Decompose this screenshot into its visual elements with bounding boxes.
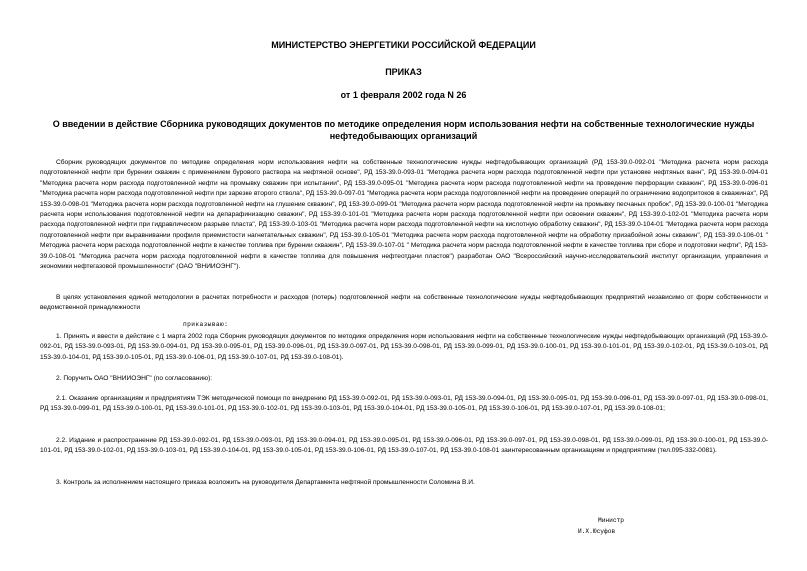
item-2-2: 2.2. Издание и распространение РД 153-39.0-092-01, РД 153-39.0-093-01, РД 153-39.0-094-01, РД 153-39.0-095-01, РД 153-39.0-096-01, РД 153-39.0-097-01, РД 153-39.0-098-01, РД 153-39.0-099-01, РД 153-39.0-100-01, РД 153-39.0-101-01, РД 153-39.0-102-01, РД 153-39.0-103-01, РД 153-39.0-104-01, РД 153-39.0-105-01, РД 153-39.0-106-01, РД 153-39.0-107-01, РД 153-39.0-108-01 заинтересованным организациям и предприятиям (тел.095-332-0081).	[40, 437, 768, 455]
order-date-number: от 1 февраля 2002 года N 26	[340, 90, 467, 100]
signature-name: И.Х.Юсуфов	[578, 528, 616, 535]
signature-title: Министр	[598, 517, 624, 524]
order-heading: ПРИКАЗ	[385, 67, 422, 77]
prikazyvayu-label: приказываю:	[183, 321, 229, 328]
item-2-1: 2.1. Оказание организациям и предприятиям ТЭК методической помощи по внедрению РД 153-39.0-092-01, РД 153-39.0-093-01, РД 153-39.0-094-01, РД 153-39.0-095-01, РД 153-39.0-096-01, РД 153-39.0-097-01, РД 153-39.0-098-01, РД 153-39.0-099-01, РД 153-39.0-100-01, РД 153-39.0-101-01, РД 153-39.0-102-01, РД 153-39.0-103-01, РД 153-39.0-104-01, РД 153-39.0-105-01, РД 153-39.0-106-01, РД 153-39.0-107-01, РД 153-39.0-108-01;	[40, 395, 768, 413]
ministry-heading: МИНИСТЕРСТВО ЭНЕРГЕТИКИ РОССИЙСКОЙ ФЕДЕРАЦИИ	[271, 40, 536, 50]
intro-paragraph: Сборник руководящих документов по методике определения норм использования нефти на собственные технологические нужды нефтедобывающих организаций (РД 153-39.0-092-01 "Методика расчета норм расхода подготовленной нефти при бурении скважин с применением бурового раствора на нефтяной основе", РД 153-39.0-093-01 "Методика расчета норм расхода подготовленной нефти при установке нефтяных ванн", РД 153-39.0-094-01 "Методика расчета норм расхода подготовленной нефти на промывку скважин при испытании", РД 153-39.0-095-01 "Методика расчета норм расхода подготовленной нефти на проведение перфорации скважин", РД 153-39.0-096-01 "Методика расчета норм расхода подготовленной нефти при зарезке второго ствола", РД 153-39.0-097-01 "Методика расчета норм расхода подготовленной нефти на проведение операций по ограничению водопритоков в скважинах", РД 153-39.0-098-01 "Методика расчета норм расхода подготовленной нефти на глушение скважин", РД 153-39.0-099-01 "Методика расчета норм расхода подготовленной нефти на промывку песчаных пробок", РД 153-39.0-100-01 "Методика расчета норм использования подготовленной нефти на депарафинизацию скважин", РД 153-39.0-101-01 "Методика расчета норм расхода подготовленной нефти при освоении скважин", РД 153-39.0-102-01 "Методика расчета норм расхода подготовленной нефти при гидравлическом разрыве пласта", РД 153-39.0-103-01 "Методика расчета норм расхода подготовленной нефти на кислотную обработку скважин", РД 153-39.0-104-01 "Методика расчета норм расхода подготовленной нефти при выравнивании профиля приемистости нагнетательных скважин", РД 153-39.0-105-01 "Методика расчета норм расхода подготовленной нефти на обработку призабойной зоны скважин", РД 153-39.0-106-01 " Методика расчета норм расхода подготовленной нефти в качестве топлива при бурении скважин", РД 153-39.0-107-01 " Методика расчета норм расхода подготовленной нефти в качестве топлива при сборе и подготовки нефти", РД 153-39.0-108-01 "Методика расчета норм расхода подготовленной нефти в качестве топлива для повышения нефтеотдачи пластов") разработан ОАО "Всероссийский научно-исследовательский институт организации, управления и экономики нефтегазовой промышленности" (ОАО "ВНИИОЭНГ").	[40, 159, 768, 271]
item-2: 2. Поручить ОАО "ВНИИОЭНГ" (по согласованию):	[56, 375, 213, 382]
item-1: 1. Принять и ввести в действие с 1 марта 2002 года Сборник руководящих документов по методике определения норм использования нефти на собственные технологические нужды нефтедобывающих организаций (РД 153-39.0-092-01, РД 153-39.0-093-01, РД 153-39.0-094-01, РД 153-39.0-095-01, РД 153-39.0-096-01, РД 153-39.0-097-01, РД 153-39.0-098-01, РД 153-39.0-099-01, РД 153-39.0-100-01, РД 153-39.0-101-01, РД 153-39.0-102-01, РД 153-39.0-103-01, РД 153-39.0-104-01, РД 153-39.0-105-01, РД 153-39.0-106-01, РД 153-39.0-107-01, РД 153-39.0-108-01).	[40, 333, 768, 361]
item-3: 3. Контроль за исполнением настоящего приказа возложить на руководителя Департамента нефтяной промышленности Соломина В.И.	[56, 479, 475, 486]
goal-paragraph: В целях установления единой методологии в расчетах потребности и расходов (потерь) подготовленной нефти на собственные технологические нужды нефтедобывающих предприятий независимо от форм собственности и ведомственной принадлежности	[40, 294, 768, 312]
order-subject: О введении в действие Сборника руководящих документов по методике определения норм использования нефти на собственные технологические нужды нефтедобывающих организаций	[52, 119, 755, 141]
